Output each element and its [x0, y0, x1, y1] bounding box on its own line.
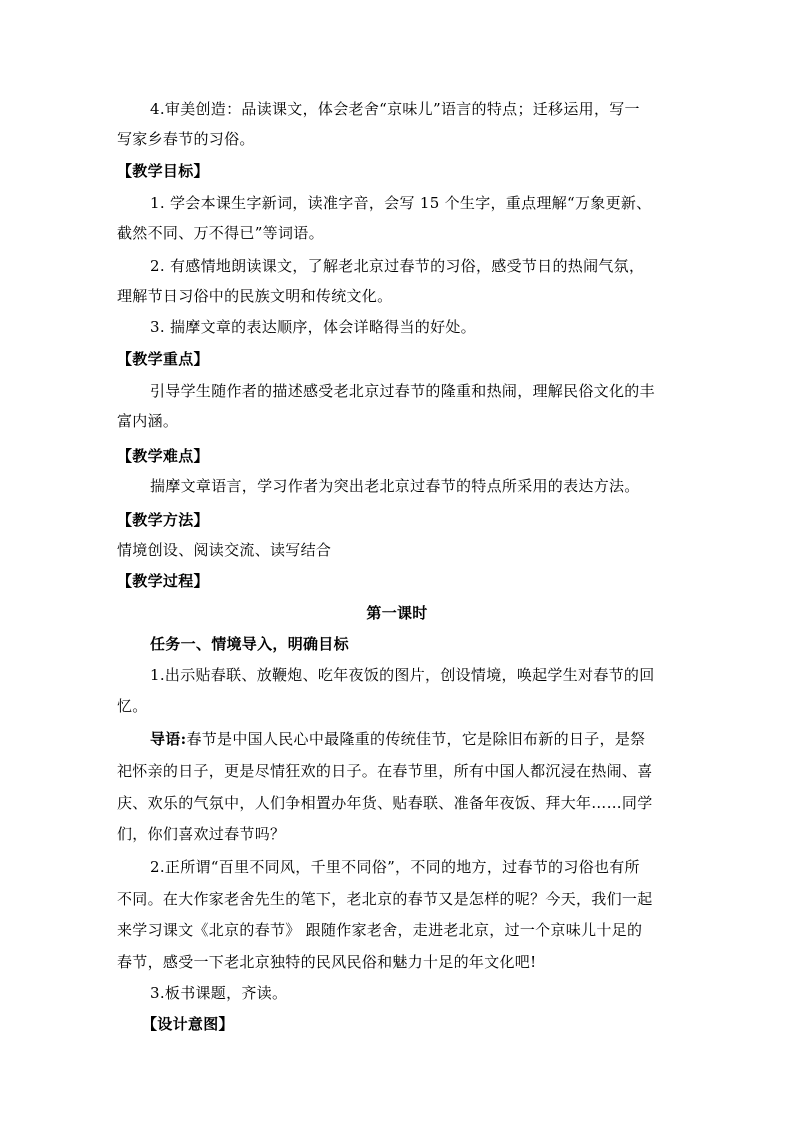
- goal-1-line-2: 截然不同、万不得已”等词语。: [117, 224, 324, 242]
- intro-text: 春节是中国人民心中最隆重的传统佳节，它是除旧布新的日子，是祭: [186, 730, 646, 748]
- goal-3-line: 3. 揣摩文章的表达顺序，体会详略得当的好处。: [150, 318, 476, 336]
- key-points-line-2: 富内涵。: [117, 412, 179, 430]
- intro-label: 导语:: [150, 730, 187, 748]
- objective-4-line-2: 写家乡春节的习俗。: [117, 130, 255, 148]
- goal-2-line-2: 理解节日习俗中的民族文明和传统文化。: [117, 287, 393, 305]
- goal-1-line-1: 1. 学会本课生字新词，读准字音，会写 15 个生字，重点理解“万象更新、: [150, 194, 652, 212]
- step-2-line-3: 来学习课文《北京的春节》 跟随作家老舍，走进老北京，过一个京味儿十足的: [117, 921, 643, 939]
- step-2-line-2: 不同。在大作家老舍先生的笔下，老北京的春节又是怎样的呢？今天，我们一起: [117, 890, 653, 908]
- intro-line-2: 祀怀亲的日子，更是尽情狂欢的日子。在春节里，所有中国人都沉浸在热闹、喜: [117, 762, 653, 780]
- heading-difficulties: 【教学难点】: [117, 447, 209, 465]
- step-1-line-2: 忆。: [117, 697, 148, 715]
- step-1-line-1: 1.出示贴春联、放鞭炮、吃年夜饭的图片，创设情境，唤起学生对春节的回: [150, 666, 655, 684]
- methods-line: 情境创设、阅读交流、读写结合: [117, 541, 332, 559]
- intro-line-3: 庆、欢乐的气氛中，人们争相置办年货、贴春联、准备年夜饭、拜大年……同学: [117, 794, 653, 812]
- heading-process: 【教学过程】: [117, 572, 209, 590]
- objective-4-line-1: 4.审美创造：品读课文，体会老舍“京味儿”语言的特点；迁移运用，写一: [150, 100, 640, 118]
- lesson-title: 第一课时: [366, 604, 428, 622]
- task-1-title: 任务一、情境导入，明确目标: [150, 635, 349, 653]
- step-2-line-4: 春节，感受一下老北京独特的民风民俗和魅力十足的年文化吧!: [117, 953, 537, 971]
- step-2-line-1: 2.正所谓“百里不同风，千里不同俗”，不同的地方，过春节的习俗也有所: [150, 858, 640, 876]
- heading-key-points: 【教学重点】: [117, 350, 209, 368]
- difficulties-line: 揣摩文章语言，学习作者为突出老北京过春节的特点所采用的表达方法。: [150, 477, 640, 495]
- key-points-line-1: 引导学生随作者的描述感受老北京过春节的隆重和热闹，理解民俗文化的丰: [150, 382, 655, 400]
- intro-line-1: [150, 728, 645, 749]
- step-3-line: 3.板书课题，齐读。: [150, 984, 288, 1002]
- heading-methods: 【教学方法】: [117, 511, 209, 529]
- heading-design-intent: 【设计意图】: [142, 1015, 234, 1033]
- heading-teaching-goals: 【教学目标】: [117, 162, 209, 180]
- goal-2-line-1: 2. 有感情地朗读课文，了解老北京过春节的习俗，感受节日的热闹气氛，: [150, 257, 645, 275]
- intro-line-4: 们，你们喜欢过春节吗？: [117, 825, 286, 843]
